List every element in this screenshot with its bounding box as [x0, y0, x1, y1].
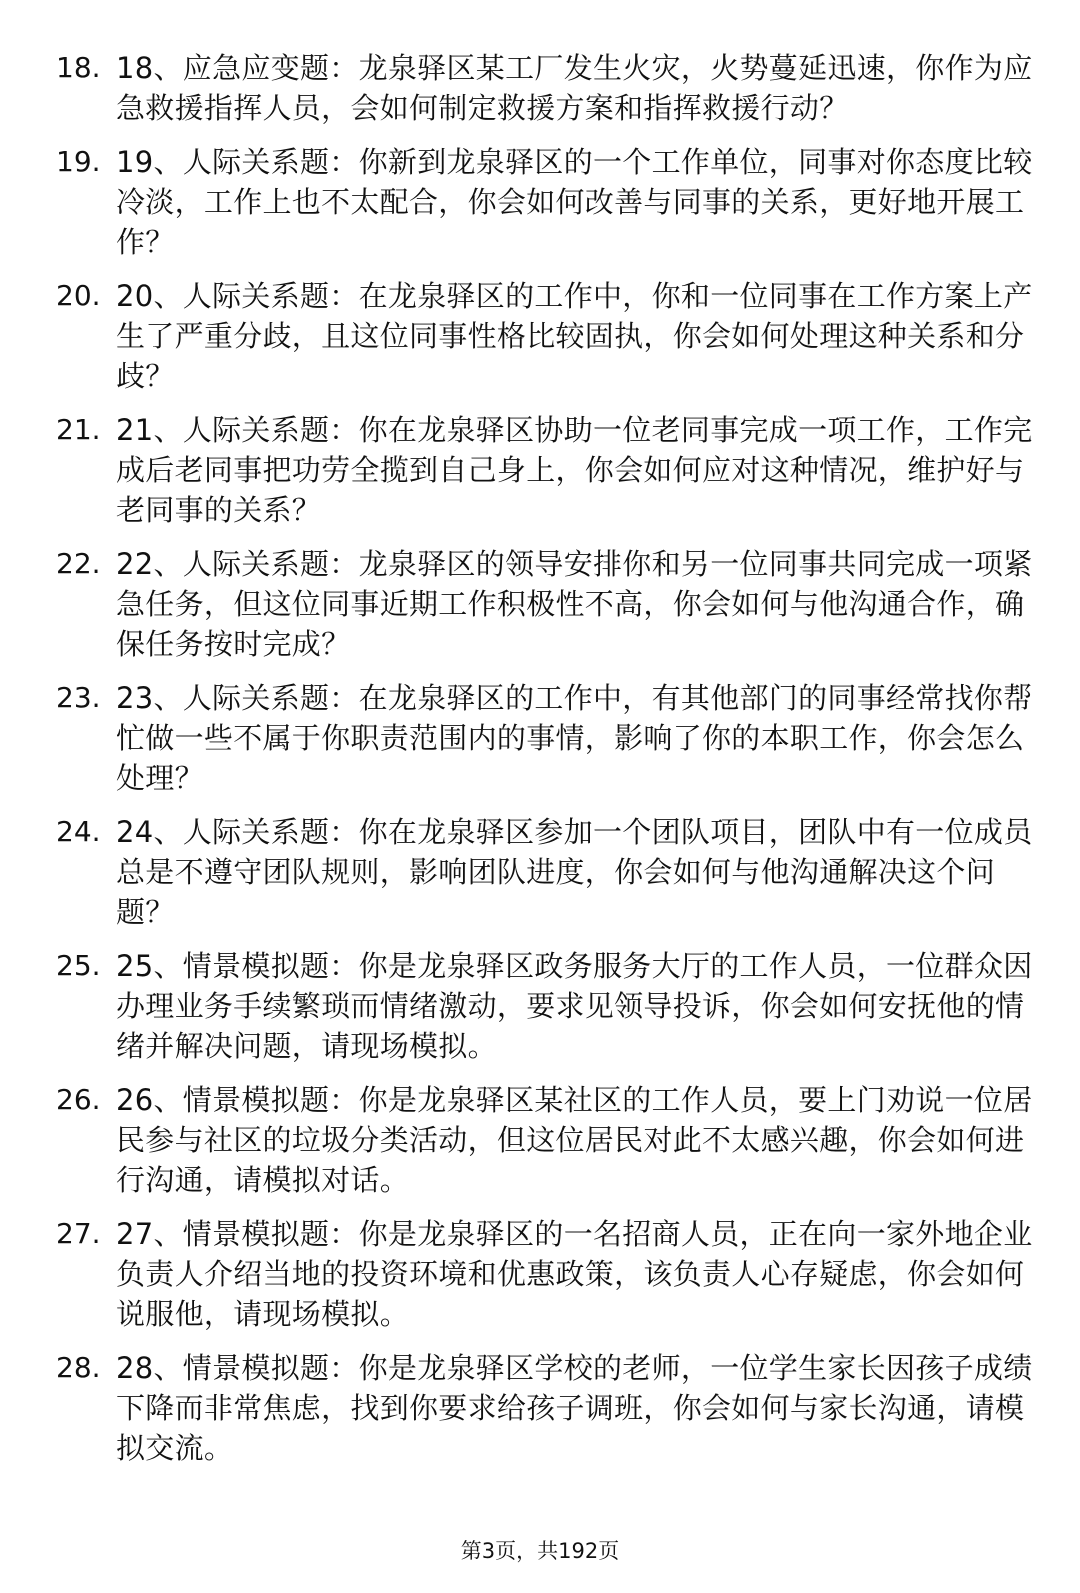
question-item [56, 544, 1036, 664]
page-number-label: 第3页，共192页 [460, 1539, 620, 1563]
question-item [56, 678, 1036, 798]
question-item [56, 142, 1036, 262]
question-text: 24、人际关系题：你在龙泉驿区参加一个团队项目，团队中有一位成员总是不遵守团队规则，影响团队进度，你会如何与他沟通解决这个问题？ [116, 815, 1033, 929]
page-footer [0, 1537, 1080, 1565]
question-text: 28、情景模拟题：你是龙泉驿区学校的老师，一位学生家长因孩子成绩下降而非常焦虑，找到你要求给孩子调班，你会如何与家长沟通，请模拟交流。 [116, 1351, 1033, 1465]
question-number: 25. [56, 949, 101, 982]
question-item [56, 1214, 1036, 1334]
question-list [56, 48, 1036, 1482]
question-item [56, 1348, 1036, 1468]
question-text: 18、应急应变题：龙泉驿区某工厂发生火灾，火势蔓延迅速，你作为应急救援指挥人员，会如何制定救援方案和指挥救援行动？ [116, 51, 1033, 125]
question-item [56, 812, 1036, 932]
question-text: 27、情景模拟题：你是龙泉驿区的一名招商人员，正在向一家外地企业负责人介绍当地的投资环境和优惠政策，该负责人心存疑虑，你会如何说服他，请现场模拟。 [116, 1217, 1033, 1331]
question-item [56, 48, 1036, 128]
question-text: 23、人际关系题：在龙泉驿区的工作中，有其他部门的同事经常找你帮忙做一些不属于你职责范围内的事情，影响了你的本职工作，你会怎么处理？ [116, 681, 1033, 795]
question-text: 20、人际关系题：在龙泉驿区的工作中，你和一位同事在工作方案上产生了严重分歧，且这位同事性格比较固执，你会如何处理这种关系和分歧？ [116, 279, 1033, 393]
question-item [56, 410, 1036, 530]
question-number: 21. [56, 413, 101, 446]
question-text: 19、人际关系题：你新到龙泉驿区的一个工作单位，同事对你态度比较冷淡，工作上也不太配合，你会如何改善与同事的关系，更好地开展工作？ [116, 145, 1033, 259]
question-item [56, 946, 1036, 1066]
question-number: 19. [56, 145, 101, 178]
question-number: 23. [56, 681, 101, 714]
question-number: 27. [56, 1217, 101, 1250]
question-text: 25、情景模拟题：你是龙泉驿区政务服务大厅的工作人员，一位群众因办理业务手续繁琐而情绪激动，要求见领导投诉，你会如何安抚他的情绪并解决问题，请现场模拟。 [116, 949, 1033, 1063]
question-text: 22、人际关系题：龙泉驿区的领导安排你和另一位同事共同完成一项紧急任务，但这位同事近期工作积极性不高，你会如何与他沟通合作，确保任务按时完成？ [116, 547, 1033, 661]
question-text: 21、人际关系题：你在龙泉驿区协助一位老同事完成一项工作，工作完成后老同事把功劳全揽到自己身上，你会如何应对这种情况，维护好与老同事的关系？ [116, 413, 1033, 527]
question-number: 20. [56, 279, 101, 312]
question-number: 26. [56, 1083, 101, 1116]
question-item [56, 1080, 1036, 1200]
question-number: 22. [56, 547, 101, 580]
question-number: 28. [56, 1351, 101, 1384]
question-item [56, 276, 1036, 396]
question-text: 26、情景模拟题：你是龙泉驿区某社区的工作人员，要上门劝说一位居民参与社区的垃圾分类活动，但这位居民对此不太感兴趣，你会如何进行沟通，请模拟对话。 [116, 1083, 1033, 1197]
question-number: 24. [56, 815, 101, 848]
question-number: 18. [56, 51, 101, 84]
